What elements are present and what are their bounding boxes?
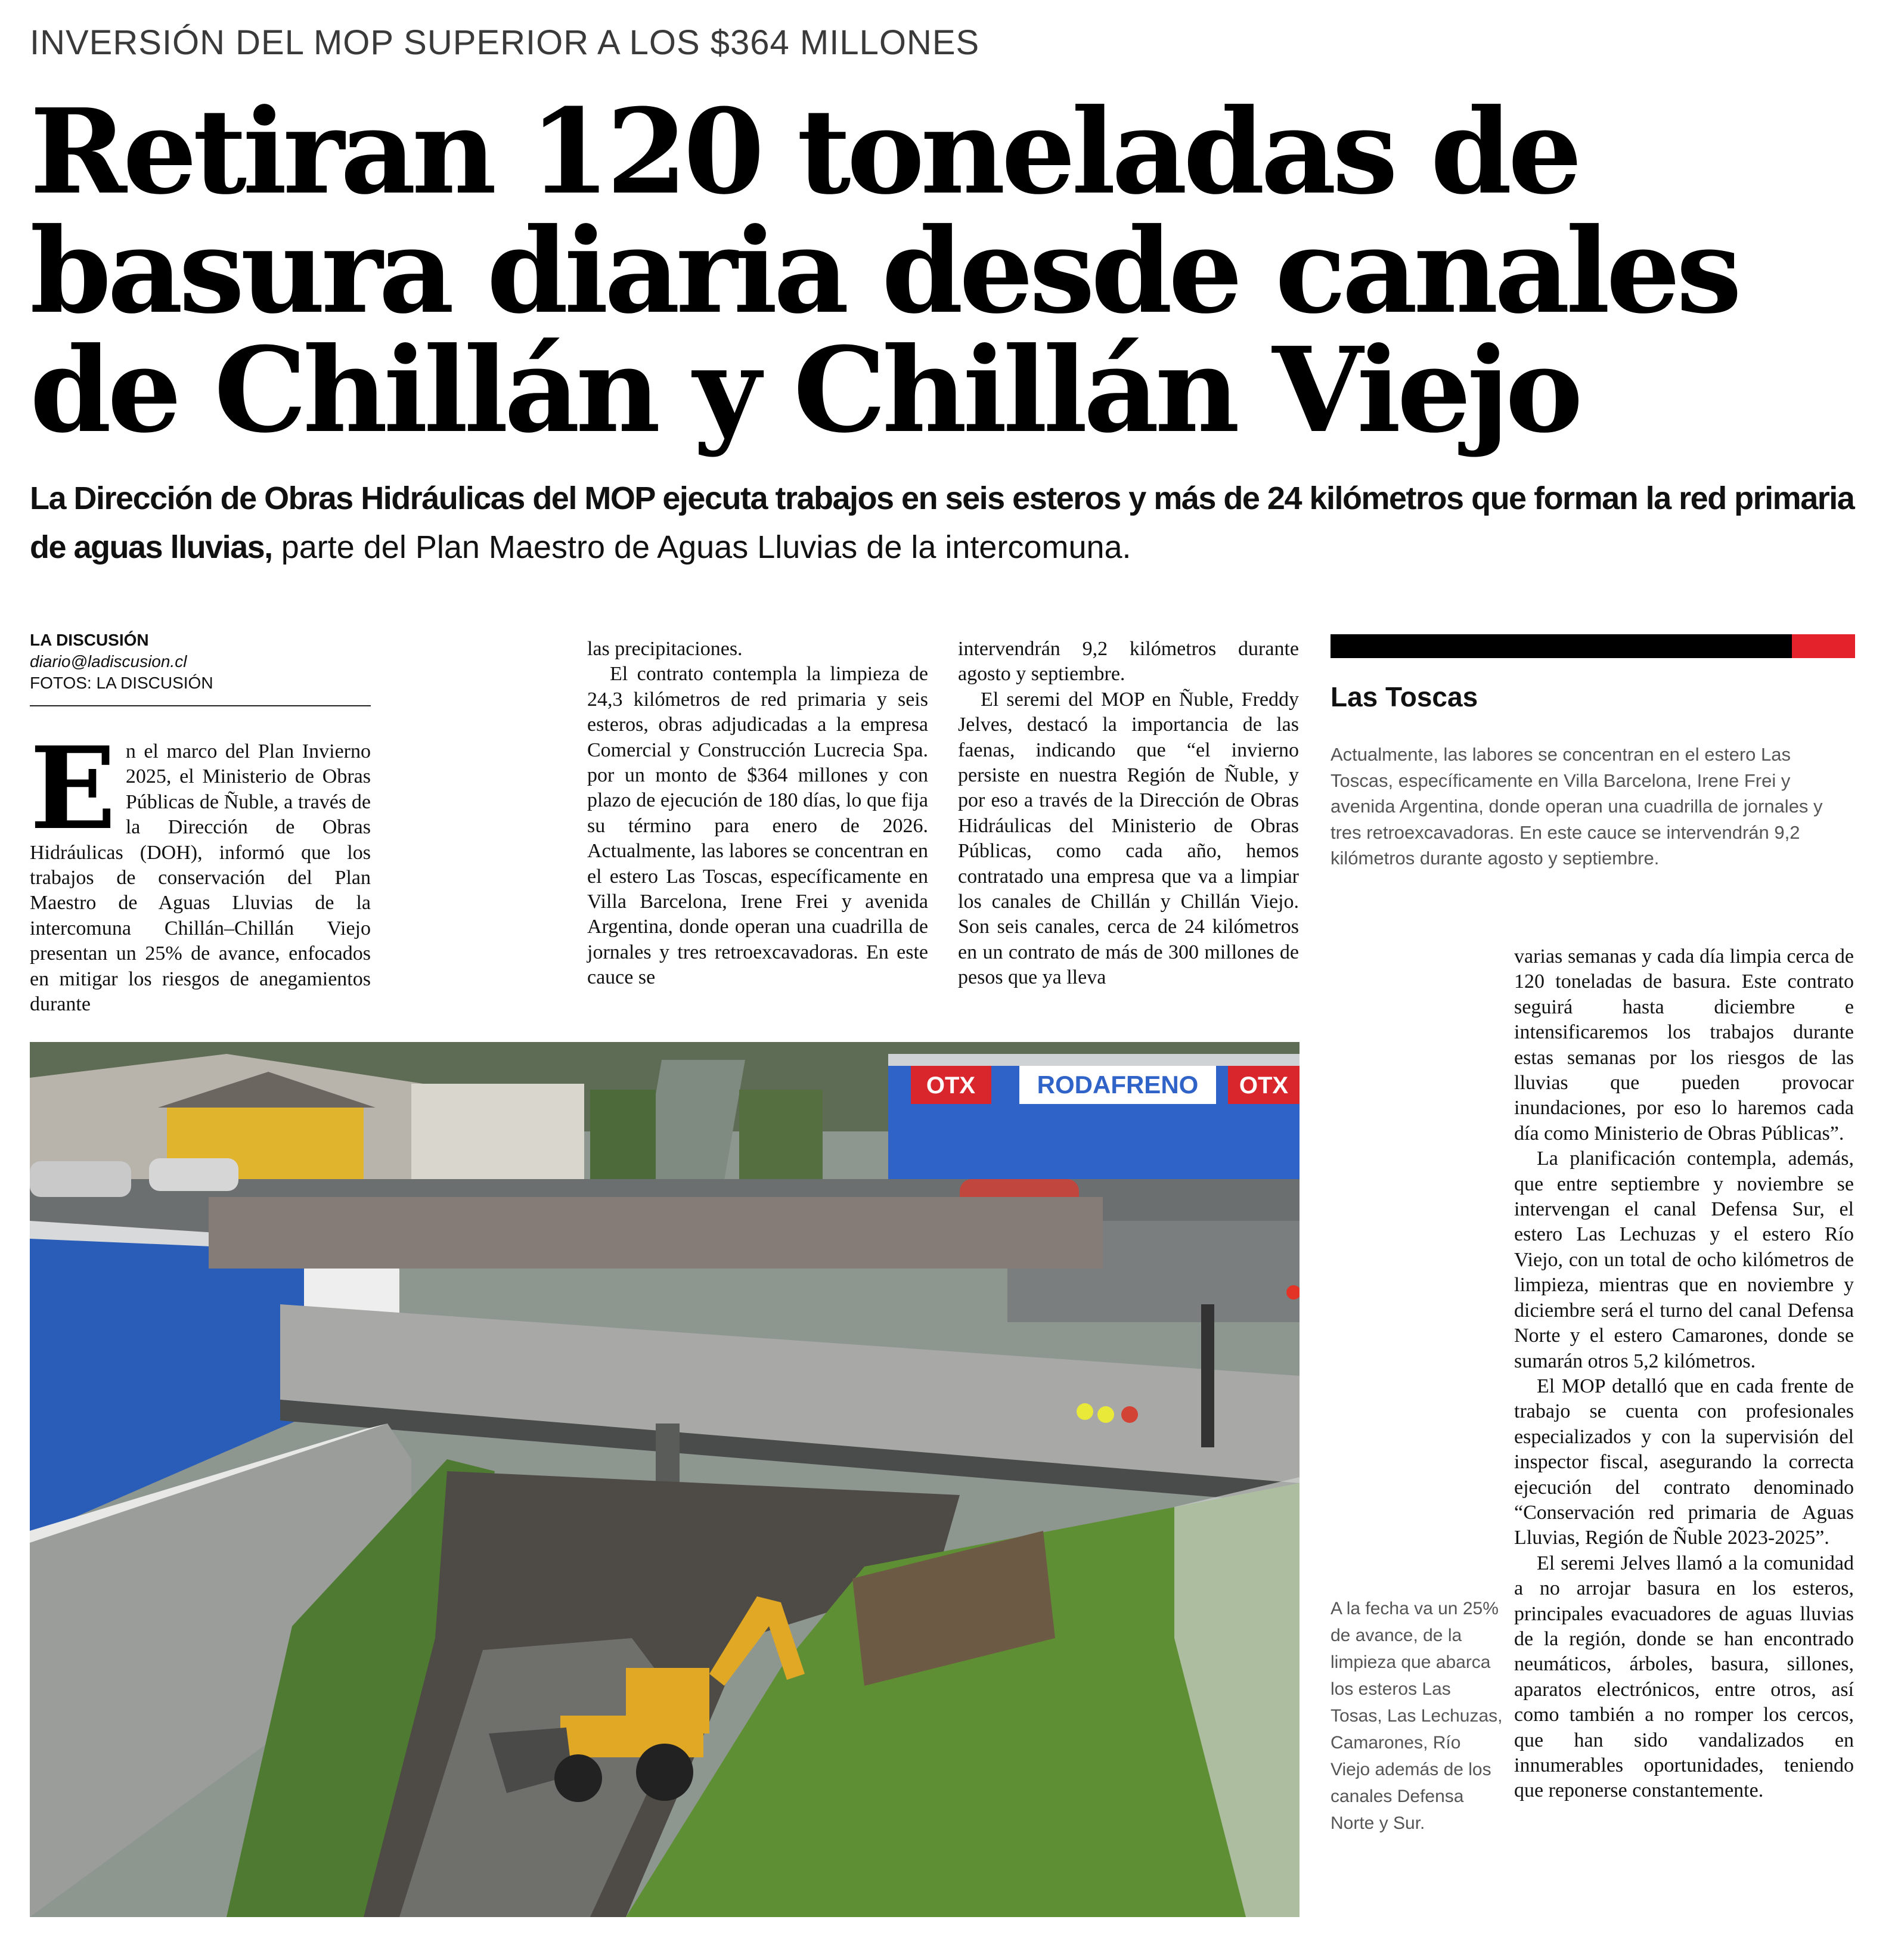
paragraph: El seremi del MOP en Ñuble, Freddy Jelves, destacó la importancia de las faenas, indicando que “el invierno persiste en nuestra Región de Ñuble, y por eso a través de la Dirección de Obras Hidráulicas del Ministerio de Obras Públicas, como cada año, hemos contratado una empresa que va a limpiar los canales de Chillán y Chillán Viejo. Son seis canales, cerca de 24 kilómetros en un contrato de más de 300 millones de pesos que ya lleva (958, 688, 1299, 989)
photo-building-roof (888, 1054, 1300, 1066)
photo-bridge-pillar (656, 1424, 680, 1483)
paragraph: intervendrán 9,2 kilómetros durante agosto y septiembre. (958, 638, 1299, 686)
photo-backhoe-wheel (636, 1744, 693, 1801)
article-column-3 (958, 637, 1299, 991)
article-column-1 (30, 722, 371, 1017)
sign-rodafreno-text: RODAFRENO (1037, 1071, 1199, 1099)
kicker: INVERSIÓN DEL MOP SUPERIOR A LOS $364 MILLONES (30, 23, 980, 62)
photo-illustration (30, 1042, 1300, 1917)
photo-car (30, 1161, 131, 1197)
paragraph: n el marco del Plan Invierno 2025, el Ministerio de Obras Públicas de Ñuble, a través de la Dirección de Obras Hidráulicas (DOH), informó que los trabajos de conservación del Plan Maestro de Aguas Lluvias de la intercomuna Chillán–Chillán Viejo presentan un 25% de avance, enfocados en mitigar los riesgos de anegamientos durante (30, 740, 371, 1016)
byline-organization: LA DISCUSIÓN (30, 631, 149, 649)
photo-worker (1097, 1406, 1114, 1423)
sidebar-title: Las Toscas (1331, 681, 1478, 712)
sidebar-rule-red (1792, 634, 1855, 658)
byline-divider (30, 705, 371, 706)
paragraph: El seremi Jelves llamó a la comunidad a no arrojar basura en los esteros, principales evacuadores de aguas lluvias de la región, donde se han encontrado neumáticos, árboles, basura, sillones, aparatos electrónicos, entre otros, así como también a no romper los cercos, que han sido vandalizados en innumerables oportunidades, teniendo que reponerse constantemente. (1514, 1552, 1854, 1802)
sign-otx-right-text: OTX (1239, 1072, 1289, 1099)
article-column-4 (1514, 944, 1854, 1804)
photo-worker (1121, 1406, 1138, 1423)
sidebar-text: Actualmente, las labores se concentran en el estero Las Toscas, específicamente en Villa Barcelona, Irene Frei y avenida Argentina, donde operan una cuadrilla de jornales y tres retroexcavadoras. En este cauce se intervendrán 9,2 kilómetros durante agosto y septiembre. (1331, 744, 1823, 869)
byline-photos: FOTOS: LA DISCUSIÓN (30, 674, 213, 692)
photo-worker (1077, 1403, 1093, 1420)
article-column-2 (587, 637, 928, 991)
photo-traffic-light-pole (1201, 1304, 1214, 1447)
photo-car (149, 1158, 238, 1191)
headline-line-2: basura diaria desde canales (30, 203, 1738, 340)
sign-otx-left-text: OTX (926, 1072, 976, 1099)
paragraph: El contrato contempla la limpieza de 24,3 kilómetros de red primaria y seis esteros, obras adjudicadas a la empresa Comercial y Construcción Lucrecia Spa. por un monto de $364 millones y con plazo de ejecución de 180 días, lo que fija su término para enero de 2026. Actualmente, las labores se concentran en el estero Las Toscas, específicamente en Villa Barcelona, Irene Frei y avenida Argentina, donde operan una cuadrilla de jornales y tres retroexcavadoras. En este cauce se (587, 663, 928, 989)
headline (30, 83, 1738, 459)
byline (30, 629, 213, 694)
sidebar-rule (1331, 634, 1855, 658)
headline-line-1: Retiran 120 toneladas de (30, 83, 1578, 221)
photo-railings (209, 1197, 1103, 1269)
paragraph: las precipitaciones. (587, 638, 743, 660)
deck (30, 474, 1866, 572)
sidebar-rule-black (1331, 634, 1792, 658)
byline-email: diario@ladiscusion.cl (30, 652, 187, 671)
deck-bold: La Dirección de Obras Hidráulicas del MOP ejecuta trabajos en seis esteros y más de 24 kilómetros que forman la red primaria de aguas lluvias, (30, 480, 1854, 565)
drop-cap: E (30, 722, 116, 855)
deck-regular: parte del Plan Maestro de Aguas Lluvias de la intercomuna. (272, 529, 1131, 565)
photo-caption: A la fecha va un 25% de avance, de la limpieza que abarca los esteros Las Tosas, Las Lechuzas, Camarones, Río Viejo además de los canales Defensa Norte y Sur. (1331, 1599, 1503, 1833)
headline-line-3: de Chillán y Chillán Viejo (30, 322, 1579, 459)
paragraph: varias semanas y cada día limpia cerca de 120 toneladas de basura. Este contrato seguirá hasta diciembre e intensificaremos los trabajos durante estas semanas por los riesgos de las lluvias que pueden provocar inundaciones, por eso lo haremos cada día como Ministerio de Obras Públicas”. (1514, 945, 1854, 1145)
paragraph: El MOP detalló que en cada frente de trabajo se cuenta con profesionales especializados y con la supervisión del inspector fiscal, asegurando la correcta ejecución del contrato denominado “Conservación red primaria de Aguas Lluvias, Región de Ñuble 2023-2025”. (1514, 1375, 1854, 1549)
article-photo (30, 1042, 1300, 1917)
photo-backhoe-wheel (554, 1754, 602, 1802)
paragraph: La planificación contempla, además, que entre septiembre y noviembre se intervengan el canal Defensa Sur, el estero Las Lechuzas y el estero Río Viejo, con un total de ocho kilómetros de limpieza, mientras que en noviembre y diciembre será el turno del canal Defensa Norte y el estero Camarones, donde se sumarán otros 5,2 kilómetros. (1514, 1148, 1854, 1372)
